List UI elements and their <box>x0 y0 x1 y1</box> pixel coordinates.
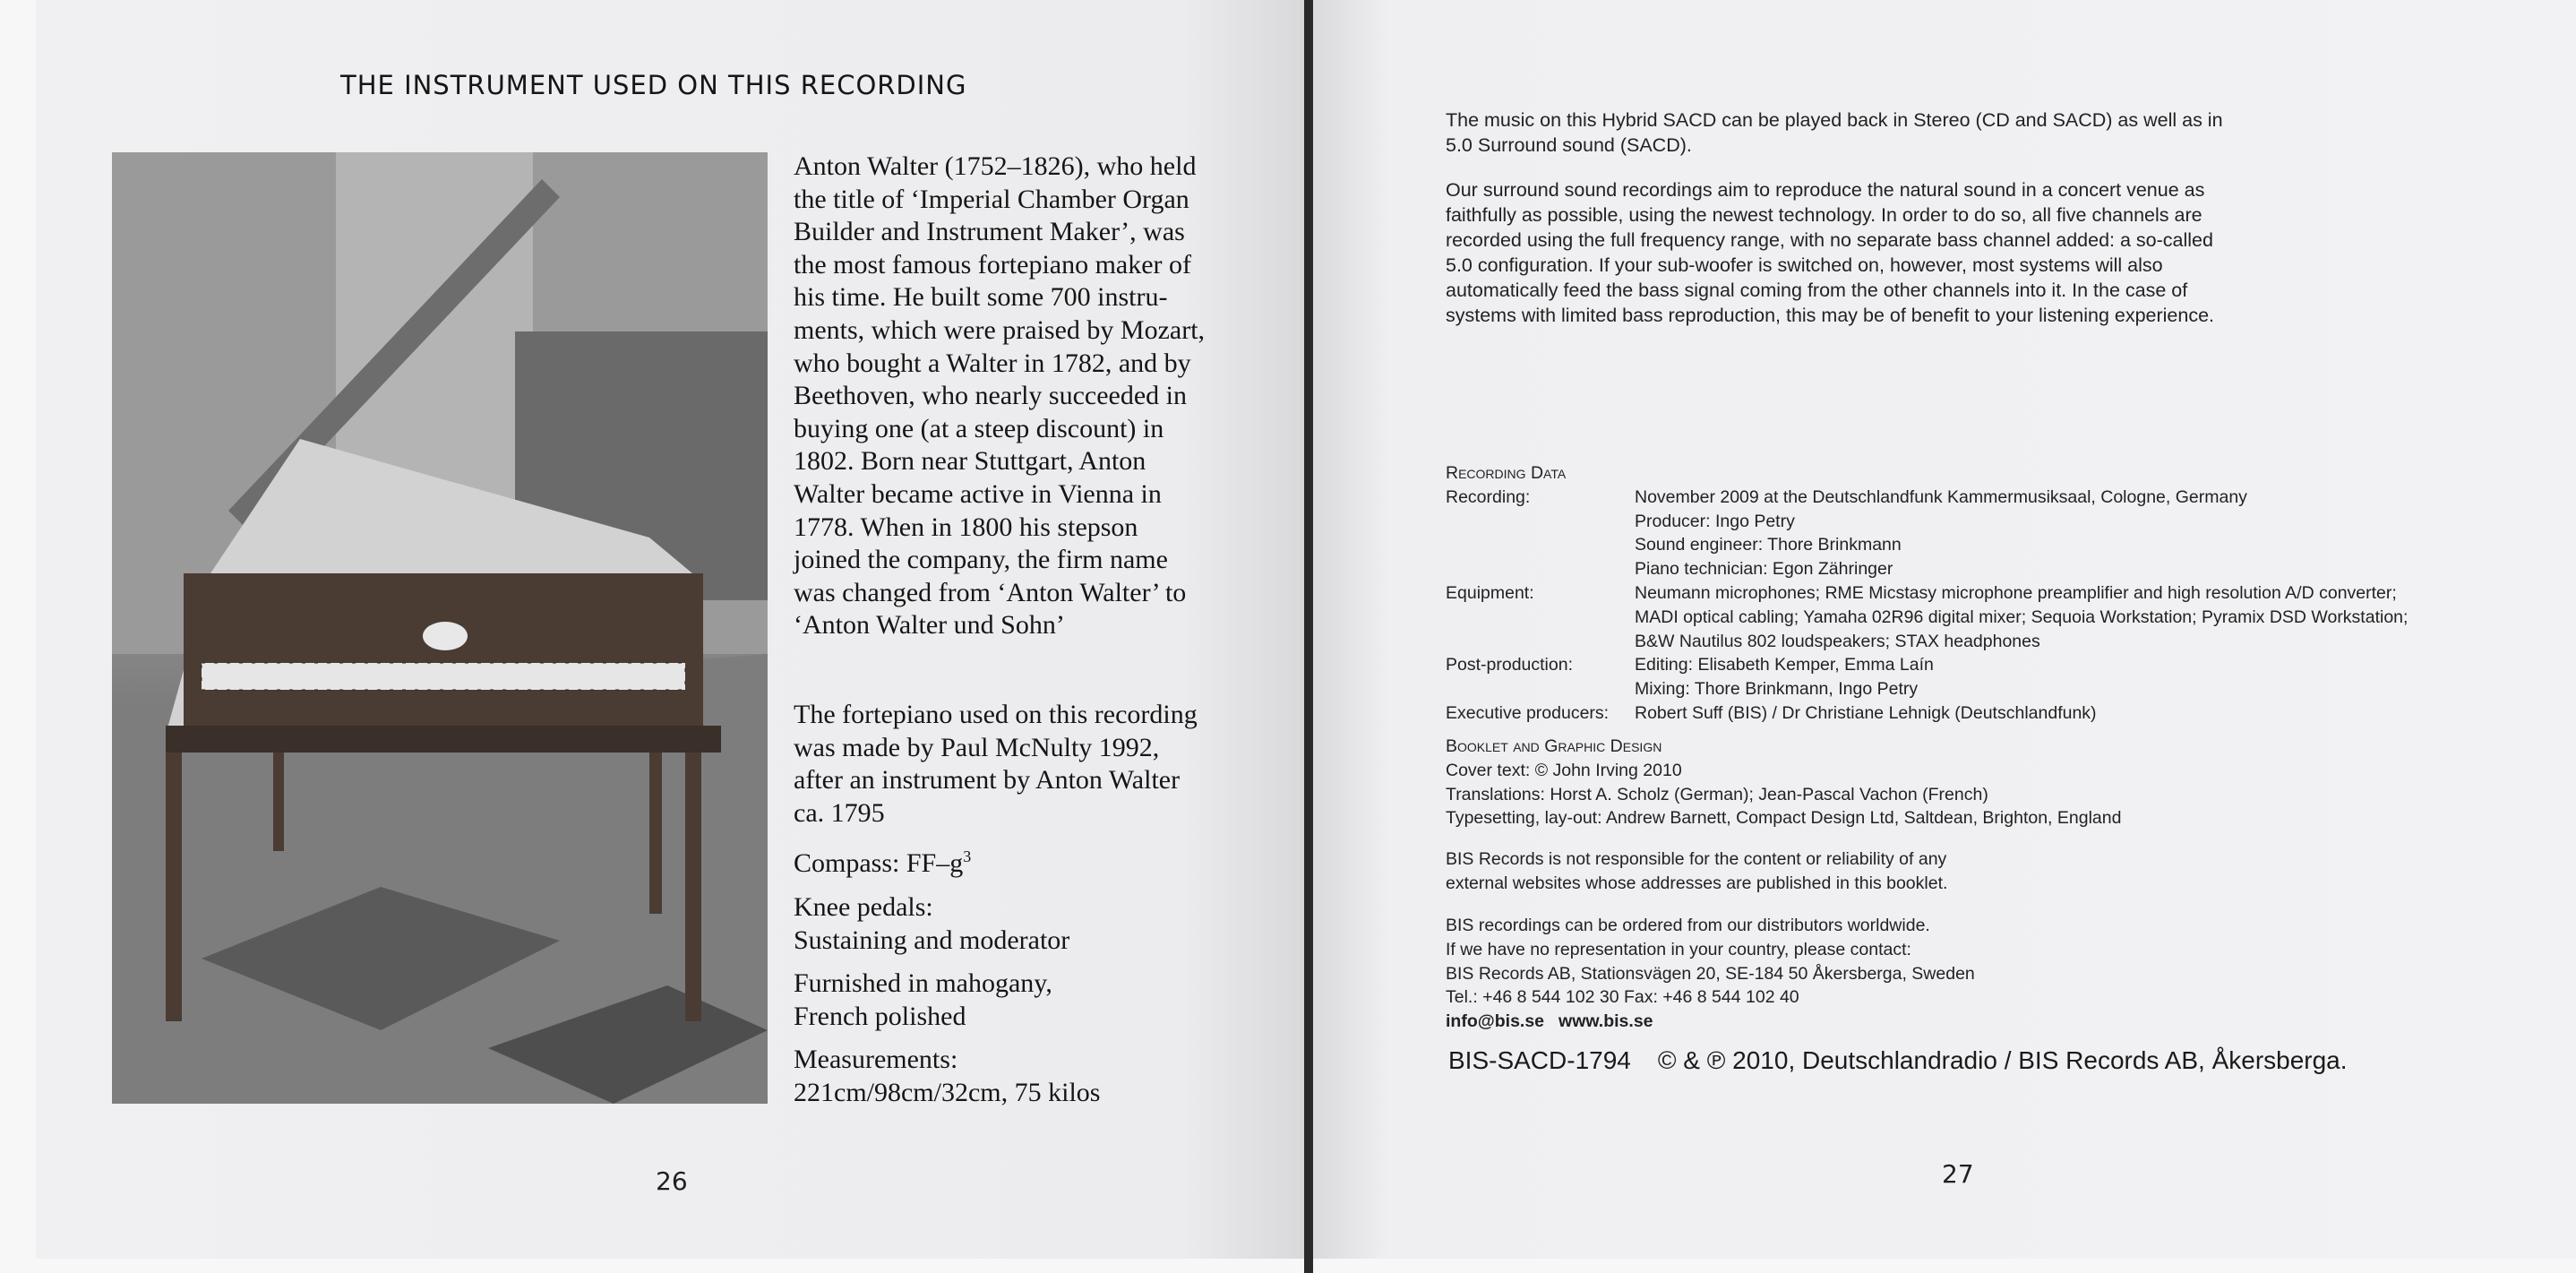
text-line: after an instrument by Anton Walter <box>794 765 1181 796</box>
compass-superscript: 3 <box>963 847 972 866</box>
recording-data-value <box>1635 581 2408 653</box>
text-line: faithfully as possible, using the newest technology. In order to do so, all five channels are <box>1446 204 2202 226</box>
page-number-right: 27 <box>1942 1159 1974 1189</box>
walter-biography <box>794 151 1259 642</box>
text-line: Editing: Elisabeth Kemper, Emma Laín <box>1635 655 1934 675</box>
playback-info <box>1446 108 2431 158</box>
text-line: ‘Anton Walter und Sohn’ <box>794 610 1065 641</box>
text-line: was made by Paul McNulty 1992, <box>794 732 1160 762</box>
text-line: Walter became active in Vienna in <box>794 478 1162 509</box>
text-line: the title of ‘Imperial Chamber Organ <box>794 184 1189 214</box>
text-line: Furnished in mahogany, <box>794 968 1052 999</box>
text-line: was changed from ‘Anton Walter’ to <box>794 577 1187 607</box>
text-line: the most famous fortepiano maker of <box>794 249 1192 280</box>
text-line: November 2009 at the Deutschlandfunk Kammermusiksaal, Cologne, Germany <box>1635 486 2247 507</box>
recording-data-row <box>1446 486 2408 581</box>
booklet-heading: Booklet and Graphic Design <box>1446 736 1662 756</box>
recording-data-row <box>1446 701 2408 726</box>
text-line: 1802. Born near Stuttgart, Anton <box>794 446 1146 477</box>
text-line: buying one (at a steep discount) in <box>794 413 1164 443</box>
copyright-text: © & ℗ 2010, Deutschlandradio / BIS Records AB, Åkersberga. <box>1657 1046 2348 1074</box>
text-line: French polished <box>794 1001 966 1031</box>
text-line: Mixing: Thore Brinkmann, Ingo Petry <box>1635 679 1919 700</box>
text-line: Robert Suff (BIS) / Dr Christiane Lehnigk (Deutschlandfunk) <box>1635 702 2097 723</box>
copyright-line <box>1448 1046 2348 1075</box>
text-line: systems with limited bass reproduction, this may be of benefit to your listening experience. <box>1446 305 2215 326</box>
page-number-left: 26 <box>656 1166 688 1196</box>
text-line: Neumann microphones; RME Micstasy microphone preamplifier and high resolution A/D converter; <box>1635 582 2397 603</box>
text-line: Our surround sound recordings aim to reproduce the natural sound in a concert venue as <box>1446 179 2205 201</box>
recording-data-label: Recording: <box>1446 486 1531 507</box>
text-line: ments, which were praised by Mozart, <box>794 314 1206 345</box>
text-line: Cover text: © John Irving 2010 <box>1446 760 1682 780</box>
disclaimer <box>1446 847 1947 896</box>
text-line: Sound engineer: Thore Brinkmann <box>1635 535 1902 555</box>
surround-info <box>1446 177 2431 328</box>
recording-data-heading: Recording Data <box>1446 463 1567 483</box>
text-line: Producer: Ingo Petry <box>1635 511 1795 531</box>
text-line: BIS Records is not responsible for the content or reliability of any <box>1446 849 1947 869</box>
text-line: 1778. When in 1800 his stepson <box>794 512 1138 542</box>
recording-data <box>1446 461 2408 726</box>
contact-info <box>1446 914 1975 1034</box>
book-spine <box>1304 0 1313 1273</box>
text-line: Translations: Horst A. Scholz (German); Jean-Pascal Vachon (French) <box>1446 784 1988 804</box>
recording-data-row <box>1446 653 2408 701</box>
recording-data-value <box>1635 701 2097 726</box>
text-line: Typesetting, lay-out: Andrew Barnett, Compact Design Ltd, Saltdean, Brighton, England <box>1446 808 2122 829</box>
text-line: joined the company, the firm name <box>794 545 1168 575</box>
text-line: Measurements: <box>794 1045 958 1075</box>
email-link[interactable]: info@bis.se <box>1446 1011 1545 1032</box>
text-line: Builder and Instrument Maker’, was <box>794 217 1185 247</box>
text-line: Piano technician: Egon Zähringer <box>1635 559 1893 580</box>
text-line: automatically feed the bass signal coming from the other channels into it. In the case of <box>1446 280 2188 301</box>
text-line: Tel.: +46 8 544 102 30 Fax: +46 8 544 102 40 <box>1446 987 1799 1008</box>
instrument-description <box>794 699 1259 1110</box>
compass-spec <box>794 840 1259 881</box>
text-line: Anton Walter (1752–1826), who held <box>794 151 1197 181</box>
website-link[interactable]: www.bis.se <box>1558 1011 1653 1032</box>
page-title: THE INSTRUMENT USED ON THIS RECORDING <box>340 70 967 100</box>
text-line: ca. 1795 <box>794 797 885 828</box>
text-line: BIS Records AB, Stationsvägen 20, SE-184 50 Åkersberga, Sweden <box>1446 963 1975 984</box>
text-line: external websites whose addresses are published in this booklet. <box>1446 873 1948 893</box>
fortepiano-photo <box>112 152 768 1104</box>
text-line: 5.0 configuration. If your sub-woofer is switched on, however, most systems will also <box>1446 254 2163 276</box>
text-line: who bought a Walter in 1782, and by <box>794 348 1191 378</box>
text-line: Sustaining and moderator <box>794 925 1070 955</box>
recording-data-value <box>1635 486 2247 581</box>
compass-text: Compass: FF–g <box>794 848 964 879</box>
text-line: The music on this Hybrid SACD can be played back in Stereo (CD and SACD) as well as in <box>1446 109 2223 131</box>
text-line: If we have no representation in your country, please contact: <box>1446 939 1911 959</box>
recording-data-label: Equipment: <box>1446 582 1534 603</box>
text-line: B&W Nautilus 802 loudspeakers; STAX headphones <box>1635 631 2040 651</box>
catalogue-number: BIS-SACD-1794 <box>1448 1046 1631 1074</box>
text-line: MADI optical cabling; Yamaha 02R96 digital mixer; Sequoia Workstation; Pyramix DSD Workstation; <box>1635 606 2409 627</box>
text-line: Beethoven, who nearly succeeded in <box>794 381 1187 411</box>
text-line: his time. He built some 700 instru- <box>794 282 1168 313</box>
recording-data-label: Executive producers: <box>1446 702 1610 723</box>
recording-data-value <box>1635 653 1934 701</box>
text-line: recorded using the full frequency range, with no separate bass channel added: a so-called <box>1446 229 2213 251</box>
text-line: 221cm/98cm/32cm, 75 kilos <box>794 1077 1101 1107</box>
text-line: BIS recordings can be ordered from our distributors worldwide. <box>1446 916 1930 935</box>
recording-data-row <box>1446 581 2408 653</box>
recording-data-label: Post-production: <box>1446 655 1573 675</box>
text-line: 5.0 Surround sound (SACD). <box>1446 134 1692 156</box>
booklet-credits <box>1446 735 2121 830</box>
text-line: Knee pedals: <box>794 891 933 922</box>
text-line: The fortepiano used on this recording <box>794 700 1198 729</box>
